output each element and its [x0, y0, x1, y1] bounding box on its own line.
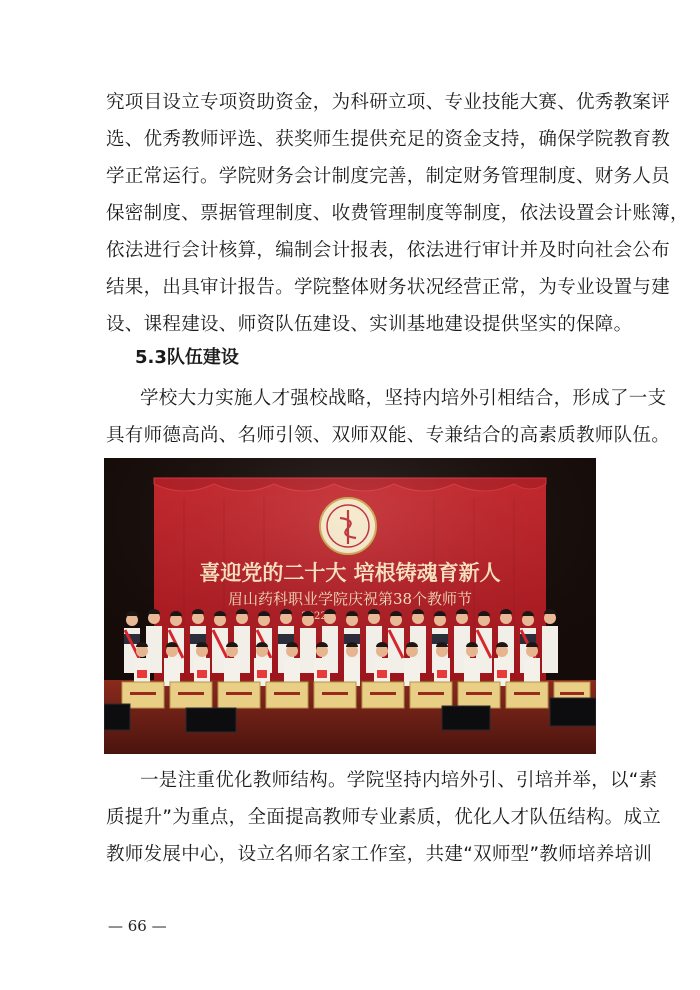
- teachers-day-photo: [104, 458, 596, 754]
- paragraph-finance: [106, 84, 689, 343]
- text-line: 学正常运行。学院财务会计制度完善，制定财务管理制度、财务人员: [106, 166, 671, 187]
- text-line: 一是注重优化教师结构。学院坚持内培外引、引培并举，以“素: [140, 770, 658, 791]
- text-line: 教师发展中心，设立名师名家工作室，共建“双师型”教师培养培训: [106, 844, 653, 865]
- text-line: 依法进行会计核算，编制会计报表，依法进行审计并及时向社会公布: [106, 240, 671, 261]
- page-number: — 66 —: [108, 917, 167, 935]
- text-line: 质提升”为重点，全面提高教师专业素质，优化人才队伍结构。成立: [106, 807, 662, 828]
- paragraph-teacher-structure: [106, 762, 662, 873]
- text-line: 保密制度、票据管理制度、收费管理制度等制度，依法设置会计账簿，: [106, 203, 689, 224]
- text-line: 设、课程建设、师资队伍建设、实训基地建设提供坚实的保障。: [106, 314, 633, 335]
- text-line: 选、优秀教师评选、获奖师生提供充足的资金支持，确保学院教育教: [106, 129, 671, 150]
- paragraph-team-intro: [106, 380, 671, 454]
- section-heading: 5.3队伍建设: [135, 347, 239, 368]
- text-line: 具有师德高尚、名师引领、双师双能、专兼结合的高素质教师队伍。: [106, 425, 671, 446]
- text-line: 学校大力实施人才强校战略，坚持内培外引相结合，形成了一支: [140, 388, 667, 409]
- text-line: 究项目设立专项资助资金，为科研立项、专业技能大赛、优秀教案评: [106, 92, 671, 113]
- text-line: 结果，出具审计报告。学院整体财务状况经营正常，为专业设置与建: [106, 277, 671, 298]
